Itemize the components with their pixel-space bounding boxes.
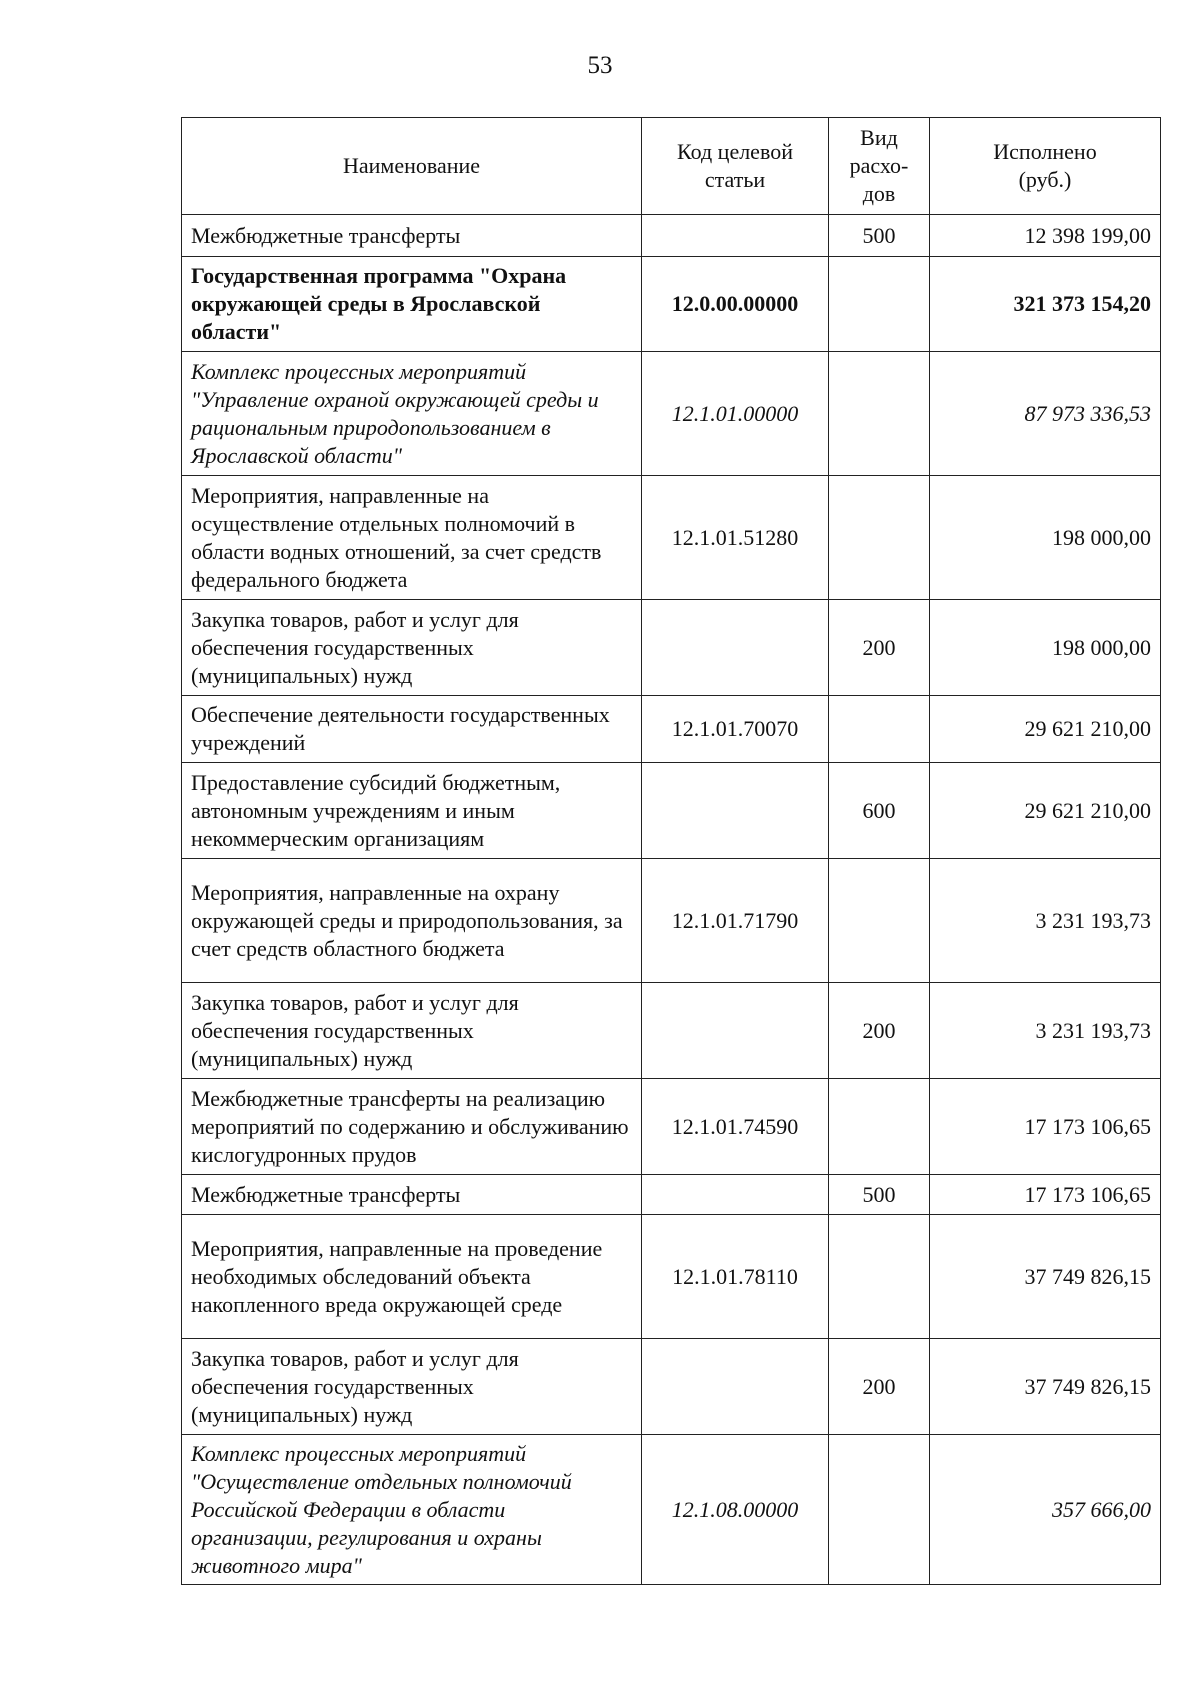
row-amount: 87 973 336,53 bbox=[930, 352, 1161, 476]
row-expense-type bbox=[829, 859, 930, 983]
row-name: Комплекс процессных мероприятий "Управление охраной окружающей среды и рациональным природопользованием в Ярославской области" bbox=[182, 352, 642, 476]
row-amount: 357 666,00 bbox=[930, 1435, 1161, 1585]
table-row bbox=[182, 257, 1161, 352]
table-header-row bbox=[182, 118, 1161, 215]
table-row bbox=[182, 476, 1161, 600]
row-name: Закупка товаров, работ и услуг для обеспечения государственных (муниципальных) нужд bbox=[182, 983, 642, 1079]
row-name: Межбюджетные трансферты на реализацию мероприятий по содержанию и обслуживанию кислогудронных прудов bbox=[182, 1079, 642, 1175]
row-amount: 29 621 210,00 bbox=[930, 763, 1161, 859]
row-name: Комплекс процессных мероприятий "Осуществление отдельных полномочий Российской Федерации в области организации, регулирования и охраны животного мира" bbox=[182, 1435, 642, 1585]
table-body bbox=[182, 215, 1161, 1585]
row-amount: 17 173 106,65 bbox=[930, 1079, 1161, 1175]
row-expense-type bbox=[829, 352, 930, 476]
row-code bbox=[642, 763, 829, 859]
row-expense-type: 200 bbox=[829, 600, 930, 696]
table-row bbox=[182, 1215, 1161, 1339]
row-expense-type bbox=[829, 257, 930, 352]
row-amount: 198 000,00 bbox=[930, 600, 1161, 696]
row-code: 12.0.00.00000 bbox=[642, 257, 829, 352]
table-row bbox=[182, 1079, 1161, 1175]
row-expense-type bbox=[829, 1215, 930, 1339]
header-name: Наименование bbox=[182, 118, 642, 215]
row-name: Межбюджетные трансферты bbox=[182, 1175, 642, 1215]
row-amount: 3 231 193,73 bbox=[930, 983, 1161, 1079]
row-code bbox=[642, 600, 829, 696]
row-name: Обеспечение деятельности государственных учреждений bbox=[182, 696, 642, 763]
row-code: 12.1.01.51280 bbox=[642, 476, 829, 600]
row-expense-type: 500 bbox=[829, 1175, 930, 1215]
row-code bbox=[642, 1175, 829, 1215]
table-row bbox=[182, 1435, 1161, 1585]
table-row bbox=[182, 859, 1161, 983]
row-expense-type bbox=[829, 696, 930, 763]
row-amount: 29 621 210,00 bbox=[930, 696, 1161, 763]
page-number: 53 bbox=[587, 52, 613, 79]
row-name: Предоставление субсидий бюджетным, автономным учреждениям и иным некоммерческим организациям bbox=[182, 763, 642, 859]
row-amount: 12 398 199,00 bbox=[930, 215, 1161, 257]
row-code bbox=[642, 1339, 829, 1435]
row-amount: 37 749 826,15 bbox=[930, 1339, 1161, 1435]
row-expense-type: 500 bbox=[829, 215, 930, 257]
row-amount: 321 373 154,20 bbox=[930, 257, 1161, 352]
row-name: Мероприятия, направленные на охрану окружающей среды и природопользования, за счет средств областного бюджета bbox=[182, 859, 642, 983]
row-code: 12.1.01.70070 bbox=[642, 696, 829, 763]
row-name: Государственная программа "Охрана окружающей среды в Ярославской области" bbox=[182, 257, 642, 352]
table-row bbox=[182, 696, 1161, 763]
row-expense-type bbox=[829, 1435, 930, 1585]
row-name: Мероприятия, направленные на осуществление отдельных полномочий в области водных отношений, за счет средств федерального бюджета bbox=[182, 476, 642, 600]
row-amount: 37 749 826,15 bbox=[930, 1215, 1161, 1339]
header-executed: Исполнено (руб.) bbox=[930, 118, 1161, 215]
table-row bbox=[182, 600, 1161, 696]
table-row bbox=[182, 352, 1161, 476]
row-code bbox=[642, 215, 829, 257]
table-row bbox=[182, 763, 1161, 859]
row-name: Межбюджетные трансферты bbox=[182, 215, 642, 257]
budget-table bbox=[181, 117, 1161, 1585]
row-name: Закупка товаров, работ и услуг для обеспечения государственных (муниципальных) нужд bbox=[182, 1339, 642, 1435]
row-code: 12.1.01.71790 bbox=[642, 859, 829, 983]
row-name: Закупка товаров, работ и услуг для обеспечения государственных (муниципальных) нужд bbox=[182, 600, 642, 696]
row-code: 12.1.01.74590 bbox=[642, 1079, 829, 1175]
header-expense-type: Вид расхо-дов bbox=[829, 118, 930, 215]
row-code: 12.1.01.00000 bbox=[642, 352, 829, 476]
row-expense-type: 200 bbox=[829, 1339, 930, 1435]
row-expense-type bbox=[829, 1079, 930, 1175]
row-amount: 3 231 193,73 bbox=[930, 859, 1161, 983]
row-expense-type: 200 bbox=[829, 983, 930, 1079]
row-name: Мероприятия, направленные на проведение необходимых обследований объекта накопленного вреда окружающей среде bbox=[182, 1215, 642, 1339]
row-code: 12.1.08.00000 bbox=[642, 1435, 829, 1585]
table-row bbox=[182, 1175, 1161, 1215]
header-code: Код целевой статьи bbox=[642, 118, 829, 215]
row-code bbox=[642, 983, 829, 1079]
table-row bbox=[182, 1339, 1161, 1435]
row-amount: 198 000,00 bbox=[930, 476, 1161, 600]
table-row bbox=[182, 215, 1161, 257]
table-row bbox=[182, 983, 1161, 1079]
row-expense-type bbox=[829, 476, 930, 600]
row-amount: 17 173 106,65 bbox=[930, 1175, 1161, 1215]
row-expense-type: 600 bbox=[829, 763, 930, 859]
row-code: 12.1.01.78110 bbox=[642, 1215, 829, 1339]
